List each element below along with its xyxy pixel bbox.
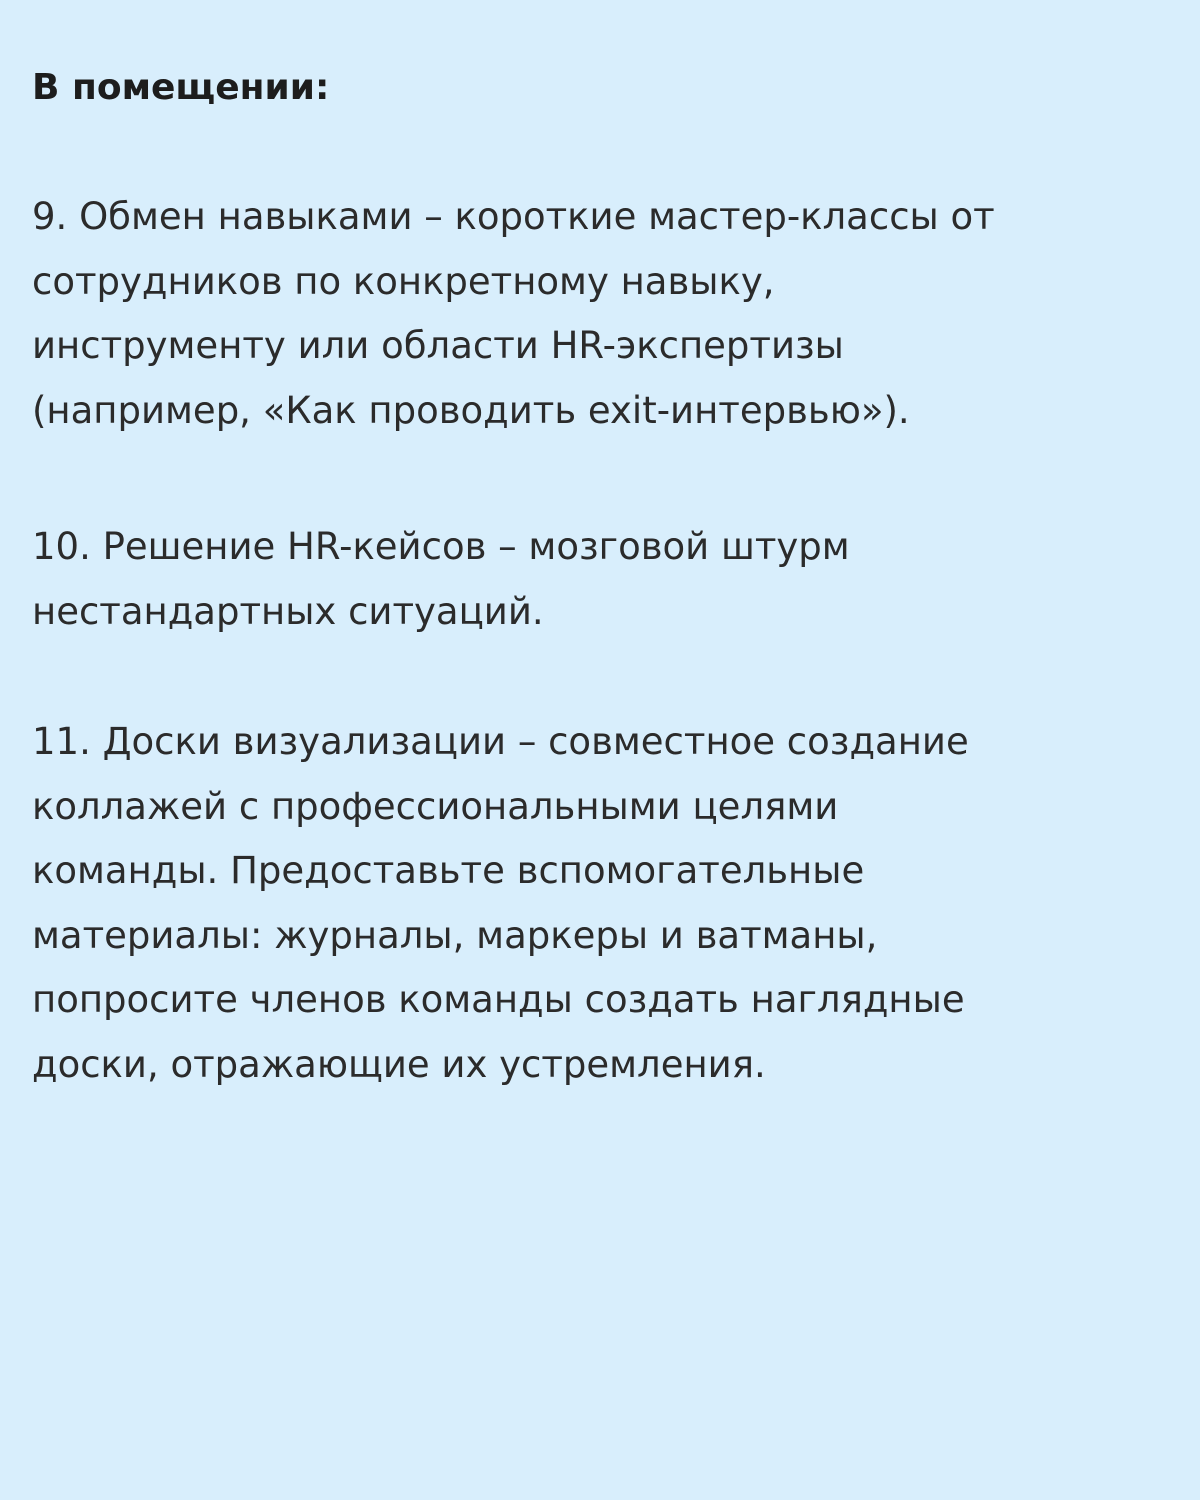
- item-11-line-5: попросите членов команды создать наглядные: [32, 978, 965, 1021]
- list-item-10: [32, 515, 850, 644]
- list-item-11: [32, 710, 969, 1097]
- item-11-line-6: доски, отражающие их устремления.: [32, 1042, 766, 1086]
- item-10-line-1: 10. Решение HR-кейсов – мозговой штурм: [32, 525, 850, 568]
- item-11-line-3: команды. Предоставьте вспомогательные: [32, 849, 865, 892]
- item-11-line-1: 11. Доски визуализации – совместное создание: [32, 720, 969, 763]
- item-9-line-3: инструменту или области HR-экспертизы: [32, 324, 844, 367]
- list-item-9: [32, 185, 995, 443]
- item-9-line-4: (например, «Как проводить exit-интервью»).: [32, 388, 910, 432]
- item-11-line-4: материалы: журналы, маркеры и ватманы,: [32, 913, 878, 957]
- section-heading: В помещении:: [32, 67, 330, 108]
- item-10-line-2: нестандартных ситуаций.: [32, 589, 544, 633]
- item-11-line-2: коллажей с профессиональными целями: [32, 784, 839, 828]
- item-9-line-1: 9. Обмен навыками – короткие мастер-классы от: [32, 195, 995, 238]
- item-9-line-2: сотрудников по конкретному навыку,: [32, 259, 775, 303]
